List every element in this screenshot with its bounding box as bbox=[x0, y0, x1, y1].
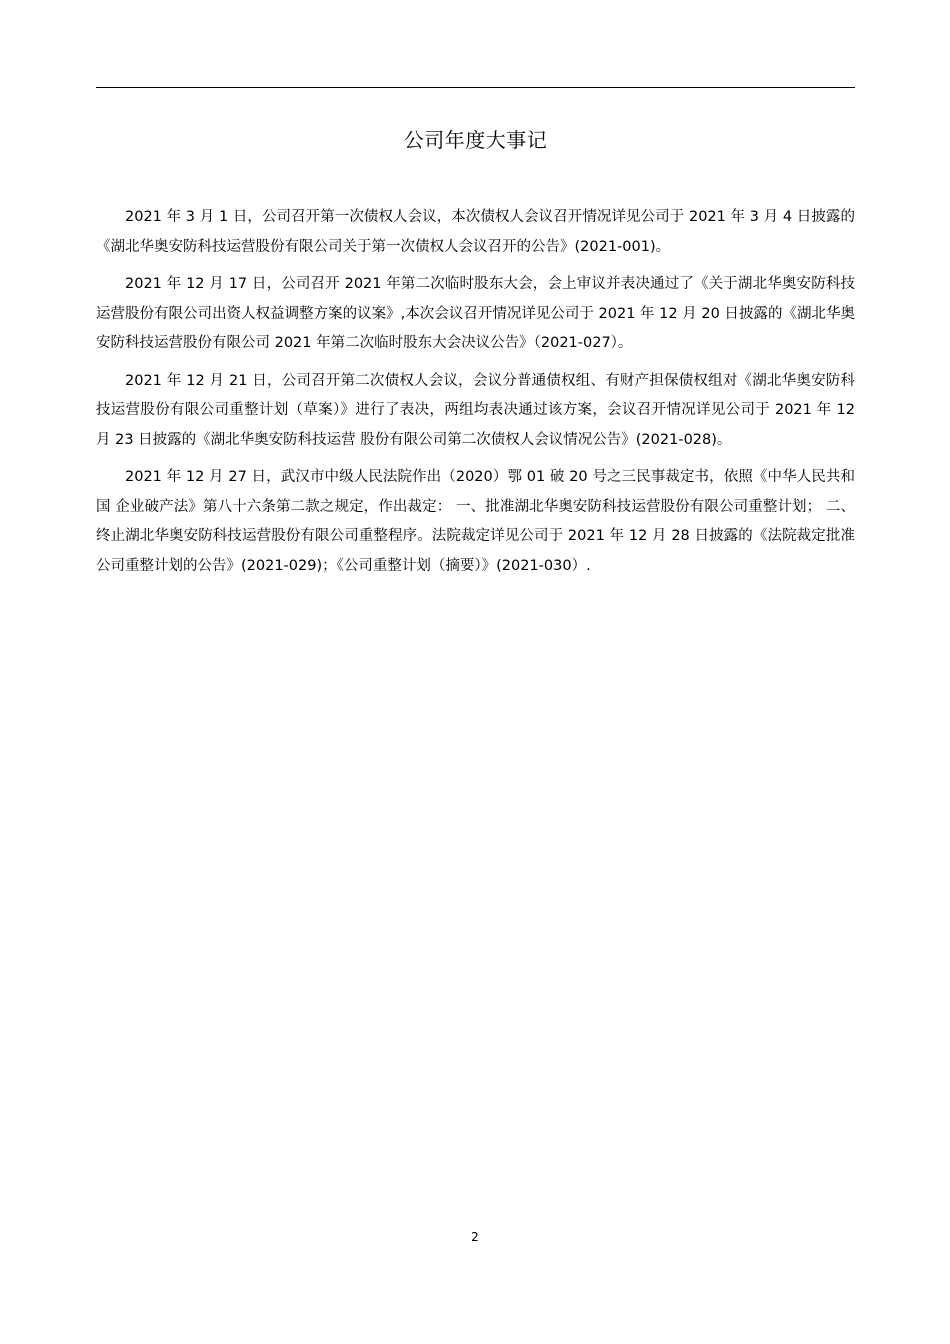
page-title: 公司年度大事记 bbox=[403, 128, 548, 152]
document-body bbox=[96, 203, 855, 589]
paragraph-first-creditors-meeting: 2021 年 3 月 1 日，公司召开第一次债权人会议，本次债权人会议召开情况详见公司于 2021 年 3 月 4 日披露的《湖北华奥安防科技运营股份有限公司关于第一次债权人会议召开的公告》(2021-001)。 bbox=[96, 209, 855, 255]
paragraph-court-ruling: 2021 年 12 月 27 日，武汉市中级人民法院作出（2020）鄂 01 破 20 号之三民事裁定书，依照《中华人民共和国 企业破产法》第八十六条第二款之规定，作出裁定： 一、批准湖北华奥安防科技运营股份有限公司重整计划； 二、终止湖北华奥安防科技运营股份有限公司重整程序。法院裁定详见公司于 2021 年 12 月 28 日披露的《法院裁定批准公司重整计划的公告》(2021-029)；《公司重整计划（摘要）》(2021-030）. bbox=[96, 469, 855, 574]
header-rule bbox=[96, 87, 855, 88]
paragraph-second-creditors-meeting: 2021 年 12 月 21 日，公司召开第二次债权人会议，会议分普通债权组、有财产担保债权组对《湖北华奥安防科技运营股份有限公司重整计划（草案）》进行了表决，两组均表决通过该方案，会议召开情况详见公司于 2021 年 12 月 23 日披露的《湖北华奥安防科技运营 股份有限公司第二次债权人会议情况公告》(2021-028)。 bbox=[96, 372, 855, 448]
paragraph-shareholders-meeting: 2021 年 12 月 17 日，公司召开 2021 年第二次临时股东大会，会上审议并表决通过了《关于湖北华奥安防科技运营股份有限公司出资人权益调整方案的议案》,本次会议召开情况详见公司于 2021 年 12 月 20 日披露的《湖北华奥安防科技运营股份有限公司 2021 年第二次临时股东大会决议公告》（2021-027）。 bbox=[96, 276, 856, 351]
page-number: 2 bbox=[471, 1230, 479, 1244]
